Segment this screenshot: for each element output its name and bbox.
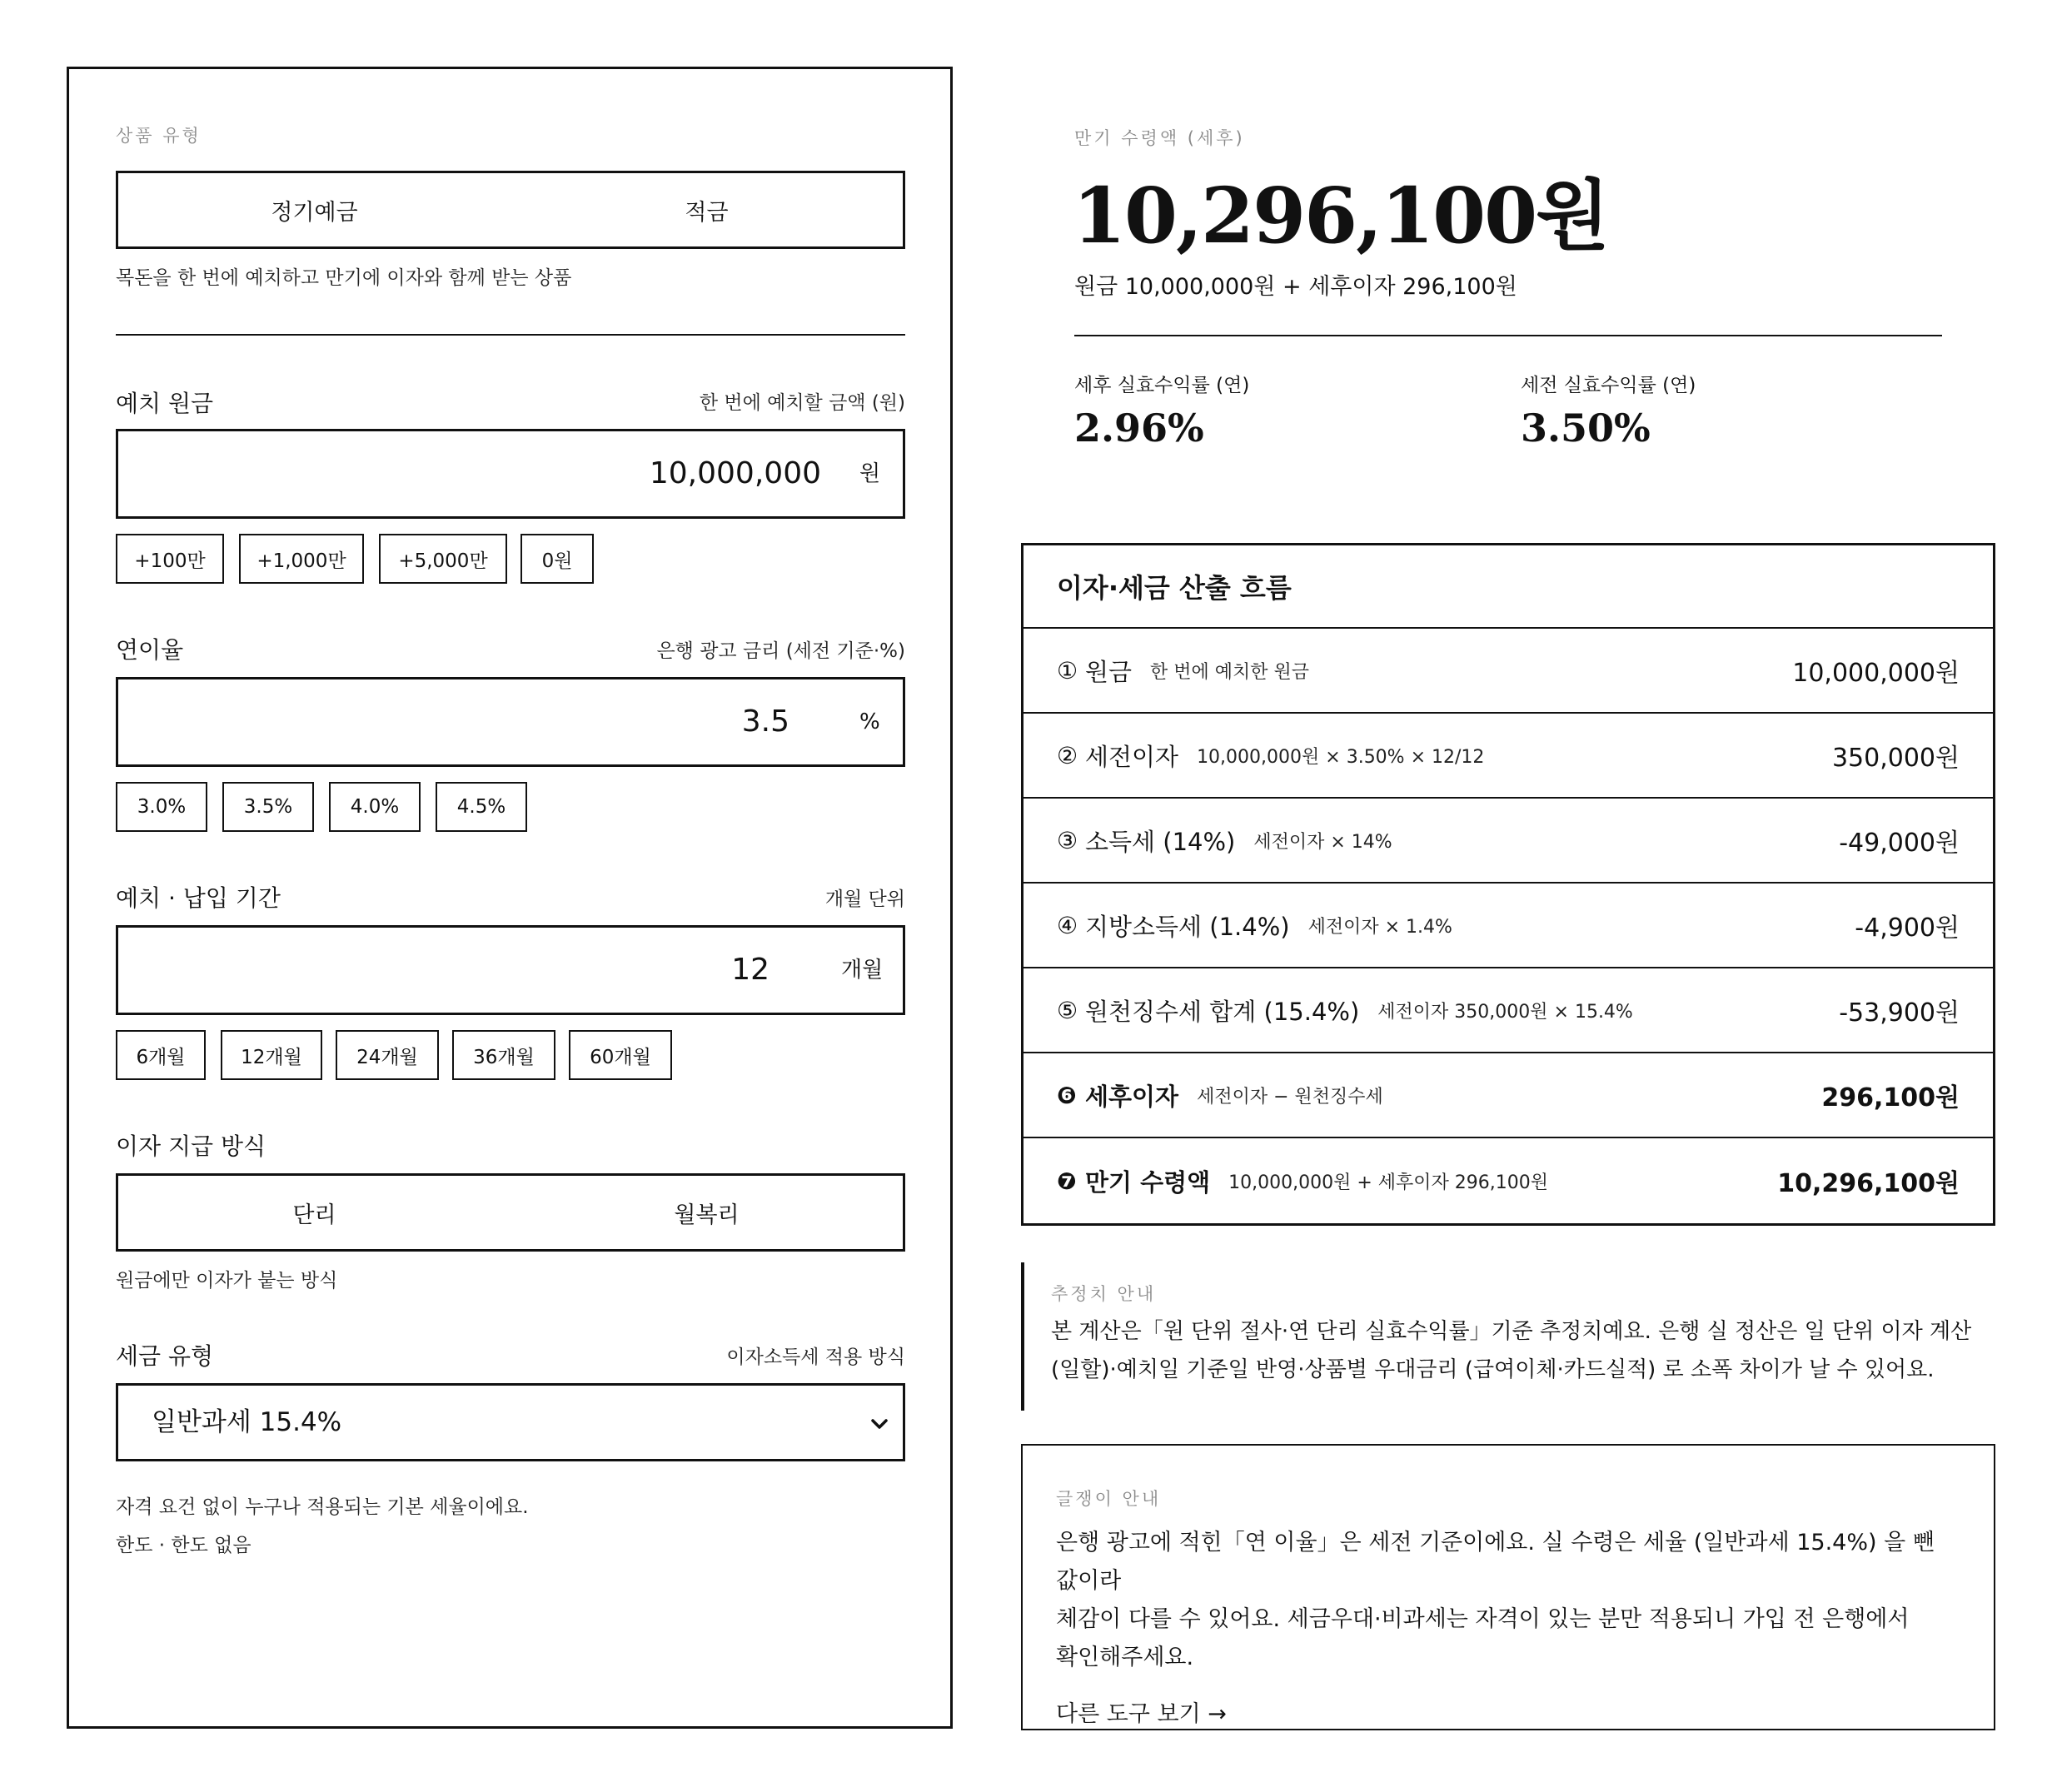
step-title: 지방소득세 (1.4%) (1085, 912, 1290, 941)
chip-rate-3-0[interactable]: 3.0% (116, 782, 207, 832)
chip-period-60[interactable]: 60개월 (569, 1030, 672, 1080)
writer-note-body (1056, 1524, 1960, 1677)
maturity-amount: 10,296,100원 (1073, 171, 1609, 261)
chip-period-6[interactable]: 6개월 (116, 1030, 206, 1080)
pre-tax-rate-value: 3.50% (1521, 406, 1651, 450)
principal-unit: 원 (859, 461, 881, 486)
product-type-toggle (116, 171, 905, 249)
flow-row-aftertax-interest (1024, 1053, 1993, 1138)
estimate-note-line: (일할)·예치일 기준일 반영·상품별 우대금리 (급여이체·카드실적) 로 소폭 차이가 날 수 있어요. (1051, 1357, 1935, 1382)
tax-hint: 이자소득세 적용 방식 (726, 1346, 905, 1368)
writer-note-line: 은행 광고에 적힌「연 이율」은 세전 기준이에요. 실 수령은 세율 (일반과세 15.4%) 을 뺀 값이라 (1056, 1530, 1935, 1594)
rate-value: 3.5 (741, 704, 789, 739)
calculation-flow-table (1021, 543, 1995, 1226)
chip-rate-4-0[interactable]: 4.0% (329, 782, 421, 832)
step-title: 세후이자 (1085, 1082, 1179, 1111)
writer-note (1021, 1444, 1995, 1730)
period-hint: 개월 단위 (824, 889, 905, 910)
flow-title: 이자·세금 산출 흐름 (1024, 545, 1993, 629)
step-amount: -4,900원 (1855, 913, 1960, 943)
section-divider (116, 334, 905, 336)
chip-period-24[interactable]: 24개월 (336, 1030, 439, 1080)
flow-row-income-tax (1024, 799, 1993, 884)
chip-period-12[interactable]: 12개월 (221, 1030, 322, 1080)
after-tax-rate-value: 2.96% (1074, 406, 1204, 450)
step-title: 소득세 (14%) (1085, 827, 1236, 856)
tax-description: 자격 요건 없이 누구나 적용되는 기본 세율이에요. (116, 1496, 529, 1518)
chip-reset[interactable]: 0원 (520, 534, 594, 584)
interest-option-monthly-compound[interactable]: 월복리 (674, 1202, 740, 1228)
interest-method-label: 이자 지급 방식 (116, 1132, 266, 1160)
period-input[interactable] (116, 925, 905, 1015)
step-formula: 10,000,000원 × 3.50% × 12/12 (1197, 746, 1485, 768)
chip-add-1m[interactable]: +100만 (116, 534, 224, 584)
step-formula: 한 번에 예치한 원금 (1150, 661, 1310, 683)
pre-tax-rate-block (1521, 370, 1696, 450)
estimate-note-title: 추정치 안내 (1051, 1284, 1157, 1304)
step-number: ③ (1057, 826, 1078, 854)
rate-input[interactable] (116, 677, 905, 767)
chip-add-50m[interactable]: +5,000만 (379, 534, 507, 584)
step-number: ① (1057, 656, 1078, 684)
principal-label: 예치 원금 (116, 390, 214, 417)
pre-tax-rate-label: 세전 실효수익률 (연) (1521, 375, 1696, 396)
step-formula: 10,000,000원 + 세후이자 296,100원 (1228, 1172, 1549, 1193)
step-number: ❻ (1057, 1081, 1077, 1109)
flow-row-local-tax (1024, 884, 1993, 968)
period-label: 예치 · 납입 기간 (116, 884, 281, 912)
writer-note-line: 체감이 다를 수 있어요. 세금우대·비과세는 자격이 있는 분만 적용되니 가입 전 은행에서 (1056, 1606, 1910, 1632)
step-number: ⑤ (1057, 996, 1078, 1024)
step-number: ④ (1057, 911, 1078, 939)
writer-note-line: 확인해주세요. (1056, 1645, 1194, 1670)
estimate-note-line: 본 계산은「원 단위 절사·연 단리 실효수익률」기준 추정치예요. 은행 실 정산은 일 단위 이자 계산 (1051, 1319, 1972, 1344)
chip-add-10m[interactable]: +1,000만 (239, 534, 364, 584)
product-type-caption: 상품 유형 (116, 126, 202, 146)
step-amount: 10,296,100원 (1777, 1169, 1960, 1198)
principal-hint: 한 번에 예치할 금액 (원) (699, 392, 905, 414)
step-title: 원천징수세 합계 (15.4%) (1085, 997, 1360, 1026)
estimate-note-body (1051, 1312, 1995, 1389)
interest-method-toggle (116, 1173, 905, 1252)
tax-select[interactable] (116, 1383, 905, 1461)
step-formula: 세전이자 − 원천징수세 (1197, 1086, 1383, 1108)
step-amount: 296,100원 (1821, 1083, 1960, 1113)
interest-method-description: 원금에만 이자가 붙는 방식 (116, 1270, 338, 1292)
step-number: ❼ (1057, 1167, 1077, 1195)
step-title: 만기 수령액 (1085, 1167, 1211, 1197)
product-type-option-deposit[interactable]: 정기예금 (271, 199, 358, 226)
product-type-option-savings[interactable]: 적금 (685, 199, 729, 226)
period-unit: 개월 (841, 958, 884, 983)
step-amount: 10,000,000원 (1792, 659, 1960, 688)
tax-select-value: 일반과세 15.4% (152, 1407, 342, 1437)
step-amount: 350,000원 (1831, 744, 1960, 773)
result-caption: 만기 수령액 (세후) (1074, 128, 1245, 148)
period-value: 12 (731, 953, 770, 987)
amount-breakdown: 원금 10,000,000원 + 세후이자 296,100원 (1074, 274, 1517, 300)
flow-row-pretax-interest (1024, 714, 1993, 799)
writer-note-title: 글쟁이 안내 (1056, 1489, 1162, 1509)
principal-input[interactable] (116, 429, 905, 519)
flow-row-principal (1024, 629, 1993, 714)
step-title: 세전이자 (1085, 742, 1179, 771)
step-amount: -49,000원 (1839, 829, 1960, 858)
rate-label: 연이율 (116, 636, 184, 664)
chevron-down-icon (864, 1409, 894, 1439)
interest-option-simple[interactable]: 단리 (292, 1202, 336, 1228)
product-type-description: 목돈을 한 번에 예치하고 만기에 이자와 함께 받는 상품 (116, 267, 572, 289)
step-title: 원금 (1085, 657, 1133, 686)
tax-label: 세금 유형 (116, 1342, 214, 1370)
flow-row-withholding-total (1024, 968, 1993, 1053)
step-formula: 세전이자 350,000원 × 15.4% (1377, 1001, 1633, 1023)
after-tax-rate-block (1074, 370, 1249, 450)
step-formula: 세전이자 × 14% (1253, 831, 1392, 853)
tax-limit: 한도 · 한도 없음 (116, 1535, 252, 1556)
estimate-note (1021, 1262, 1995, 1411)
rate-hint: 은행 광고 금리 (세전 기준·%) (656, 640, 905, 662)
result-divider (1074, 335, 1942, 336)
calculator-form (67, 67, 953, 1729)
after-tax-rate-label: 세후 실효수익률 (연) (1074, 375, 1250, 396)
flow-row-maturity-amount (1024, 1138, 1993, 1223)
step-formula: 세전이자 × 1.4% (1307, 916, 1452, 938)
principal-value: 10,000,000 (649, 456, 821, 490)
step-number: ② (1057, 741, 1078, 769)
chip-rate-4-5[interactable]: 4.5% (436, 782, 527, 832)
rate-unit: % (859, 709, 880, 734)
step-amount: -53,900원 (1839, 998, 1960, 1028)
chip-period-36[interactable]: 36개월 (452, 1030, 555, 1080)
other-tools-link[interactable]: 다른 도구 보기 → (1056, 1701, 1227, 1727)
chip-rate-3-5[interactable]: 3.5% (222, 782, 314, 832)
